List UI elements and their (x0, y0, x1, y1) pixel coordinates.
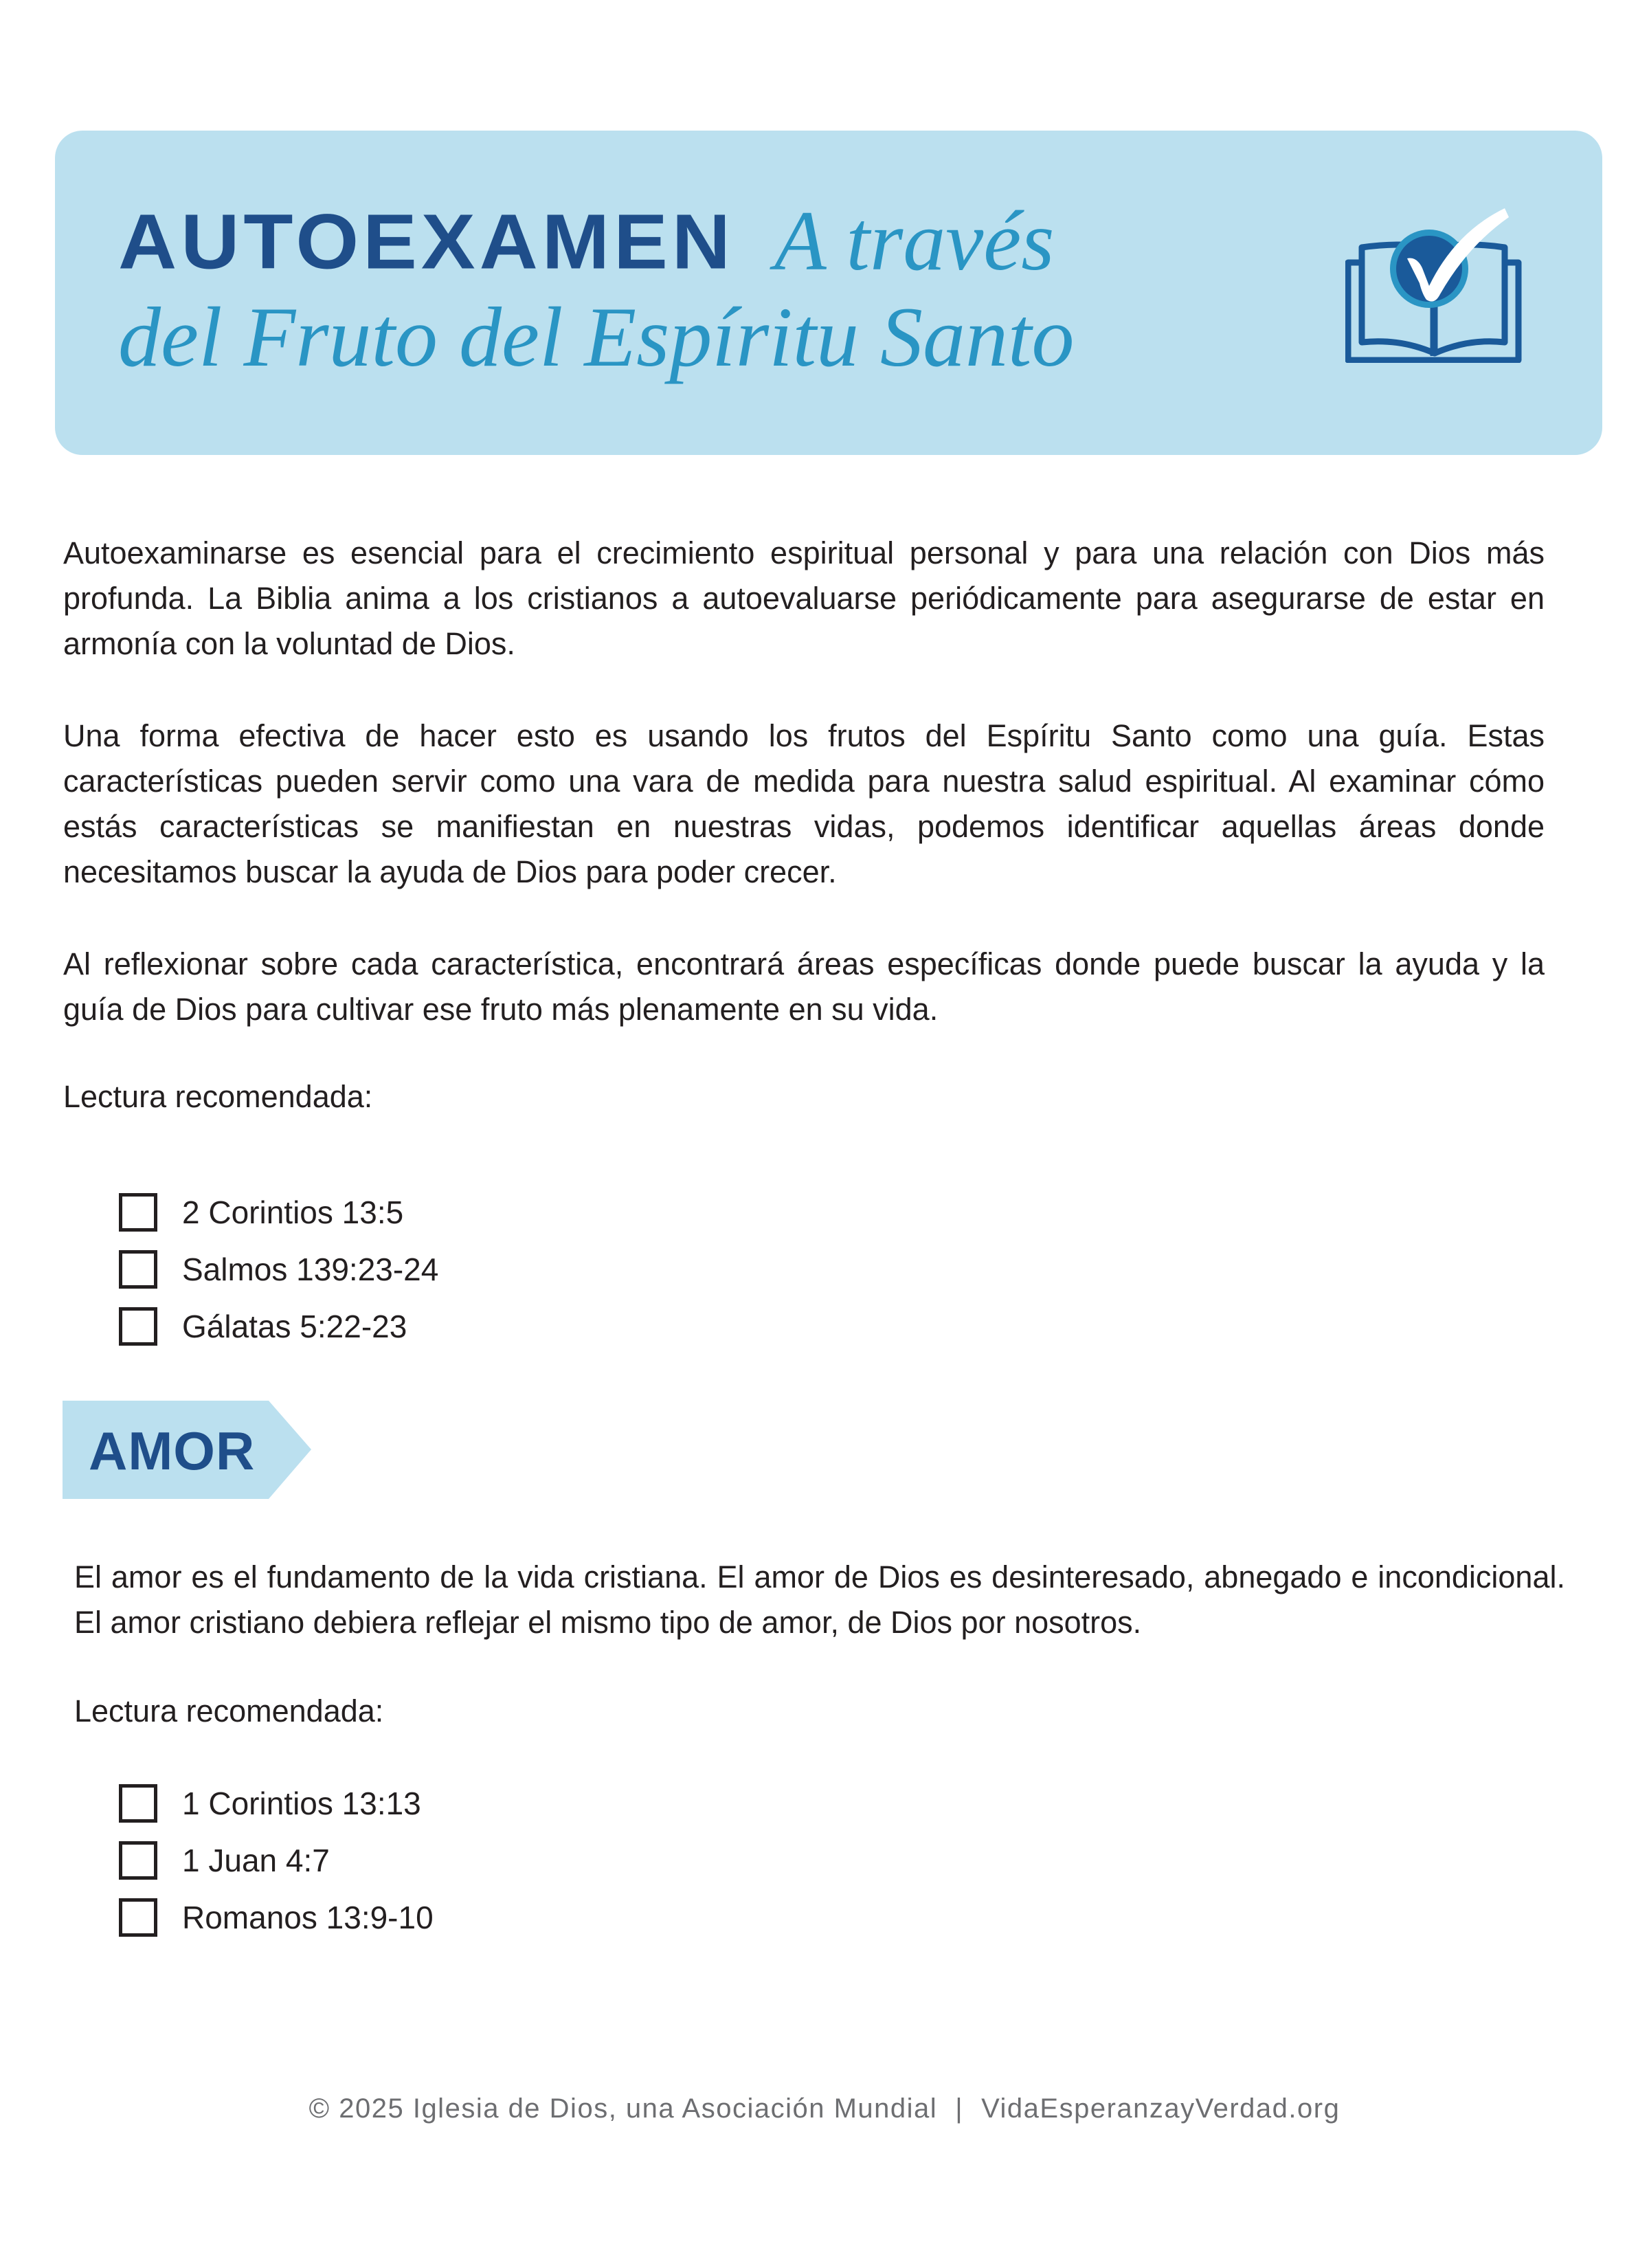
section-tag-amor (63, 1401, 311, 1499)
intro-reading-list (119, 1183, 438, 1355)
title-bold: AUTOEXAMEN (118, 198, 735, 286)
section-title: AMOR (89, 1421, 256, 1481)
reading-item (119, 1241, 438, 1298)
reading-ref: Salmos 139:23-24 (182, 1251, 439, 1287)
reading-label: Lectura recomendada: (63, 1079, 373, 1114)
checkbox[interactable] (119, 1193, 157, 1232)
intro-paragraph-3: Al reflexionar sobre cada característica, encontrará áreas específicas donde puede buscar la ayuda y la guía de Dios para cultivar ese fruto más plenamente en su vida. (63, 946, 1545, 1027)
copyright-text: © 2025 Iglesia de Dios, una Asociación Mundial (309, 2093, 938, 2124)
reading-item (119, 1889, 434, 1946)
checkbox[interactable] (119, 1784, 157, 1823)
reading-ref: 1 Juan 4:7 (182, 1842, 330, 1878)
amor-reading-list (119, 1775, 434, 1946)
footer (0, 2093, 1649, 2124)
reading-item (119, 1832, 434, 1889)
reading-label: Lectura recomendada: (74, 1693, 384, 1728)
checkbox[interactable] (119, 1898, 157, 1937)
checkbox[interactable] (119, 1307, 157, 1346)
website-link[interactable]: VidaEsperanzayVerdad.org (981, 2093, 1340, 2124)
reading-ref: 2 Corintios 13:5 (182, 1194, 404, 1230)
section-paragraph: El amor es el fundamento de la vida cristiana. El amor de Dios es desinteresado, abnegado e incondicional. El amor cristiano debiera reflejar el mismo tipo de amor, de Dios por nosotros. (74, 1559, 1565, 1640)
title-italic-2: del Fruto del Espíritu Santo (118, 290, 1075, 384)
page-title (118, 192, 1055, 288)
title-italic-1: A través (774, 194, 1055, 288)
checkbox[interactable] (119, 1250, 157, 1289)
footer-separator: | (955, 2093, 964, 2124)
reading-item (119, 1183, 438, 1241)
reading-ref: 1 Corintios 13:13 (182, 1785, 421, 1821)
intro-paragraph-2: Una forma efectiva de hacer esto es usando los frutos del Espíritu Santo como una guía. Estas características pueden servir como una vara de medida para nuestra salud espiritual. Al examinar cómo estás características se manifiestan en nuestras vidas, podemos identificar aquellas áreas donde necesitamos buscar la ayuda de Dios para poder crecer. (63, 718, 1545, 889)
reading-ref: Gálatas 5:22-23 (182, 1308, 407, 1344)
intro-paragraph-1: Autoexaminarse es esencial para el crecimiento espiritual personal y para una relación con Dios más profunda. La Biblia anima a los cristianos a autoevaluarse periódicamente para asegurarse de estar en armonía con la voluntad de Dios. (63, 535, 1545, 661)
reading-ref: Romanos 13:9-10 (182, 1899, 434, 1935)
reading-item (119, 1775, 434, 1832)
checkbox[interactable] (119, 1841, 157, 1880)
reading-item (119, 1298, 438, 1355)
open-book-check-icon (1345, 191, 1524, 363)
